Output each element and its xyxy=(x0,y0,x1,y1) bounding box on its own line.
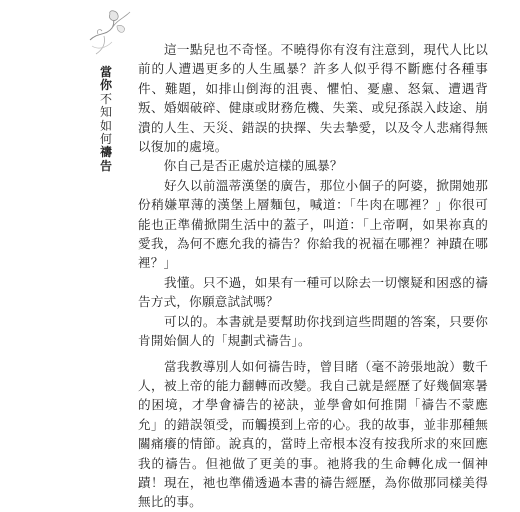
title-char: 禱 xyxy=(99,145,112,160)
title-char: 如 xyxy=(99,118,112,133)
title-char: 何 xyxy=(99,132,112,147)
title-char: 知 xyxy=(99,105,112,120)
paragraph-understand: 我懂。只不過，如果有一種可以除去一切懷疑和困惑的禱告方式，你願意試試嗎？ xyxy=(138,274,488,310)
vertical-book-title xyxy=(98,66,114,173)
title-char: 你 xyxy=(99,78,112,93)
body-text xyxy=(138,40,488,512)
paragraph-testimony: 當我教導別人如何禱告時，曾目睹（毫不誇張地說）數千人，被上帝的能力翻轉而改變。我自己就是經歷了好幾個寒暑的困境，才學會禱告的祕訣，並學會如何推開「禱告不蒙應允」的錯誤領受，而觸摸到上帝的心。我的故事，並非那種無關痛癢的情節。說真的，當時上帝根本沒有按我所求的來回應我的禱告。但祂做了更美的事。祂將我的生命轉化成一個神蹟！現在，祂也準備透過本書的禱告經歷，為你做那同樣美得無比的事。 xyxy=(138,358,488,510)
decorative-floral-ornament xyxy=(84,6,136,62)
paragraph-wendys: 好久以前溫蒂漢堡的廣告，那位小個子的阿婆，掀開她那份稍嫌單薄的漢堡上層麵包，喊道：「牛肉在哪裡？」你很可能也正準備掀開生活中的蓋子，叫道：「上帝啊，如果祢真的愛我，為何不應允我的禱告？你給我的祝福在哪裡？神蹟在哪裡？」 xyxy=(138,177,488,271)
title-char: 當 xyxy=(99,65,112,79)
paragraph-possible: 可以的。本書就是要幫助你找到這些問題的答案，只要你肯開始個人的「規劃式禱告」。 xyxy=(138,313,488,349)
title-char: 不 xyxy=(99,91,112,106)
paragraph-storms: 這一點兒也不奇怪。不曉得你有沒有注意到，現代人比以前的人遭遇更多的人生風暴？許多人似乎得不斷應付各種事件、難題，如排山倒海的沮喪、懼怕、憂慮、怒氣、遭遇背叛、婚姻破碎、健康或財務危機、失業、或兒孫誤入歧途、崩潰的人生、天災、錯誤的抉擇、失去摯愛，以及令人悲痛得無以復加的處境。 xyxy=(138,42,488,155)
paragraph-question: 你自己是否正處於這樣的風暴？ xyxy=(138,158,343,174)
title-char: 告 xyxy=(99,158,112,173)
